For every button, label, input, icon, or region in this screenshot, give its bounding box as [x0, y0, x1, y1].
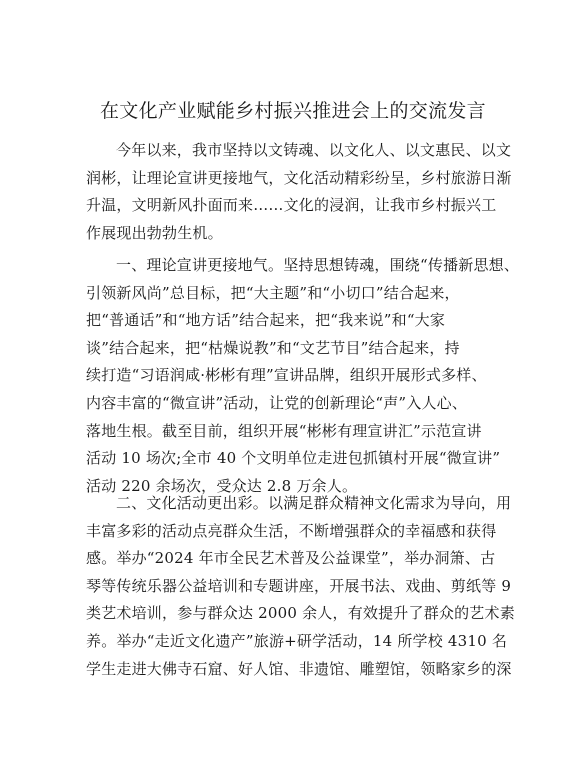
- paragraph-cultural-activities: [86, 490, 520, 683]
- text-line: 谈”结合起来，把“枯燥说教”和“文艺节目”结合起来，持: [86, 338, 460, 357]
- text-line: 学生走进大佛寺石窟、好人馆、非遗馆、雕塑馆，领略家乡的深: [86, 659, 512, 678]
- text-line: 养。举办“走近文化遗产”旅游+研学活动，14 所学校 4310 名: [86, 631, 508, 650]
- text-line: 内容丰富的“微宣讲”活动，让党的创新理论“声”入人心、: [86, 393, 468, 412]
- text-line: 二、文化活动更出彩。以满足群众精神文化需求为导向，用: [116, 494, 512, 512]
- text-line: 今年以来，我市坚持以文铸魂、以文化人、以文惠民、以文: [116, 141, 512, 159]
- paragraph-intro: [86, 137, 520, 247]
- text-line: 类艺术培训，参与群众达 2000 余人，有效提升了群众的艺术素: [86, 604, 515, 623]
- text-line: 活动 10 场次;全市 40 个文明单位走进包抓镇村开展“微宣讲”: [86, 449, 501, 468]
- text-line: 一、理论宣讲更接地气。坚持思想铸魂，围绕“传播新思想、: [116, 256, 520, 274]
- text-line: 润彬，让理论宣讲更接地气，文化活动精彩纷呈，乡村旅游日渐: [86, 168, 512, 187]
- text-line: 作展现出勃勃生机。: [86, 223, 223, 242]
- text-line: 琴等传统乐器公益培训和专题讲座，开展书法、戏曲、剪纸等 9: [86, 576, 512, 595]
- text-line: 把“普通话”和“地方话”结合起来，把“我来说”和“大家: [86, 311, 446, 330]
- document-title: 在文化产业赋能乡村振兴推进会上的交流发言: [99, 100, 486, 122]
- paragraph-theory-lectures: [86, 252, 520, 500]
- text-line: 升温，文明新风扑面而来……文化的浸润，让我市乡村振兴工: [86, 196, 497, 215]
- text-line: 引领新风尚”总目标，把“大主题”和“小切口”结合起来，: [86, 283, 460, 302]
- text-line: 落地生根。截至目前，组织开展“彬彬有理宣讲汇”示范宣讲: [86, 421, 482, 440]
- text-line: 丰富多彩的活动点亮群众生活，不断增强群众的幸福感和获得: [86, 521, 497, 540]
- text-line: 活动 220 余场次，受众达 2.8 万余人。: [86, 476, 358, 495]
- text-line: 感。举办“2024 年市全民艺术普及公益课堂”，举办洞箫、古: [86, 549, 496, 568]
- text-line: 续打造“习语润咸·彬彬有理”宣讲品牌，组织开展形式多样、: [86, 366, 487, 385]
